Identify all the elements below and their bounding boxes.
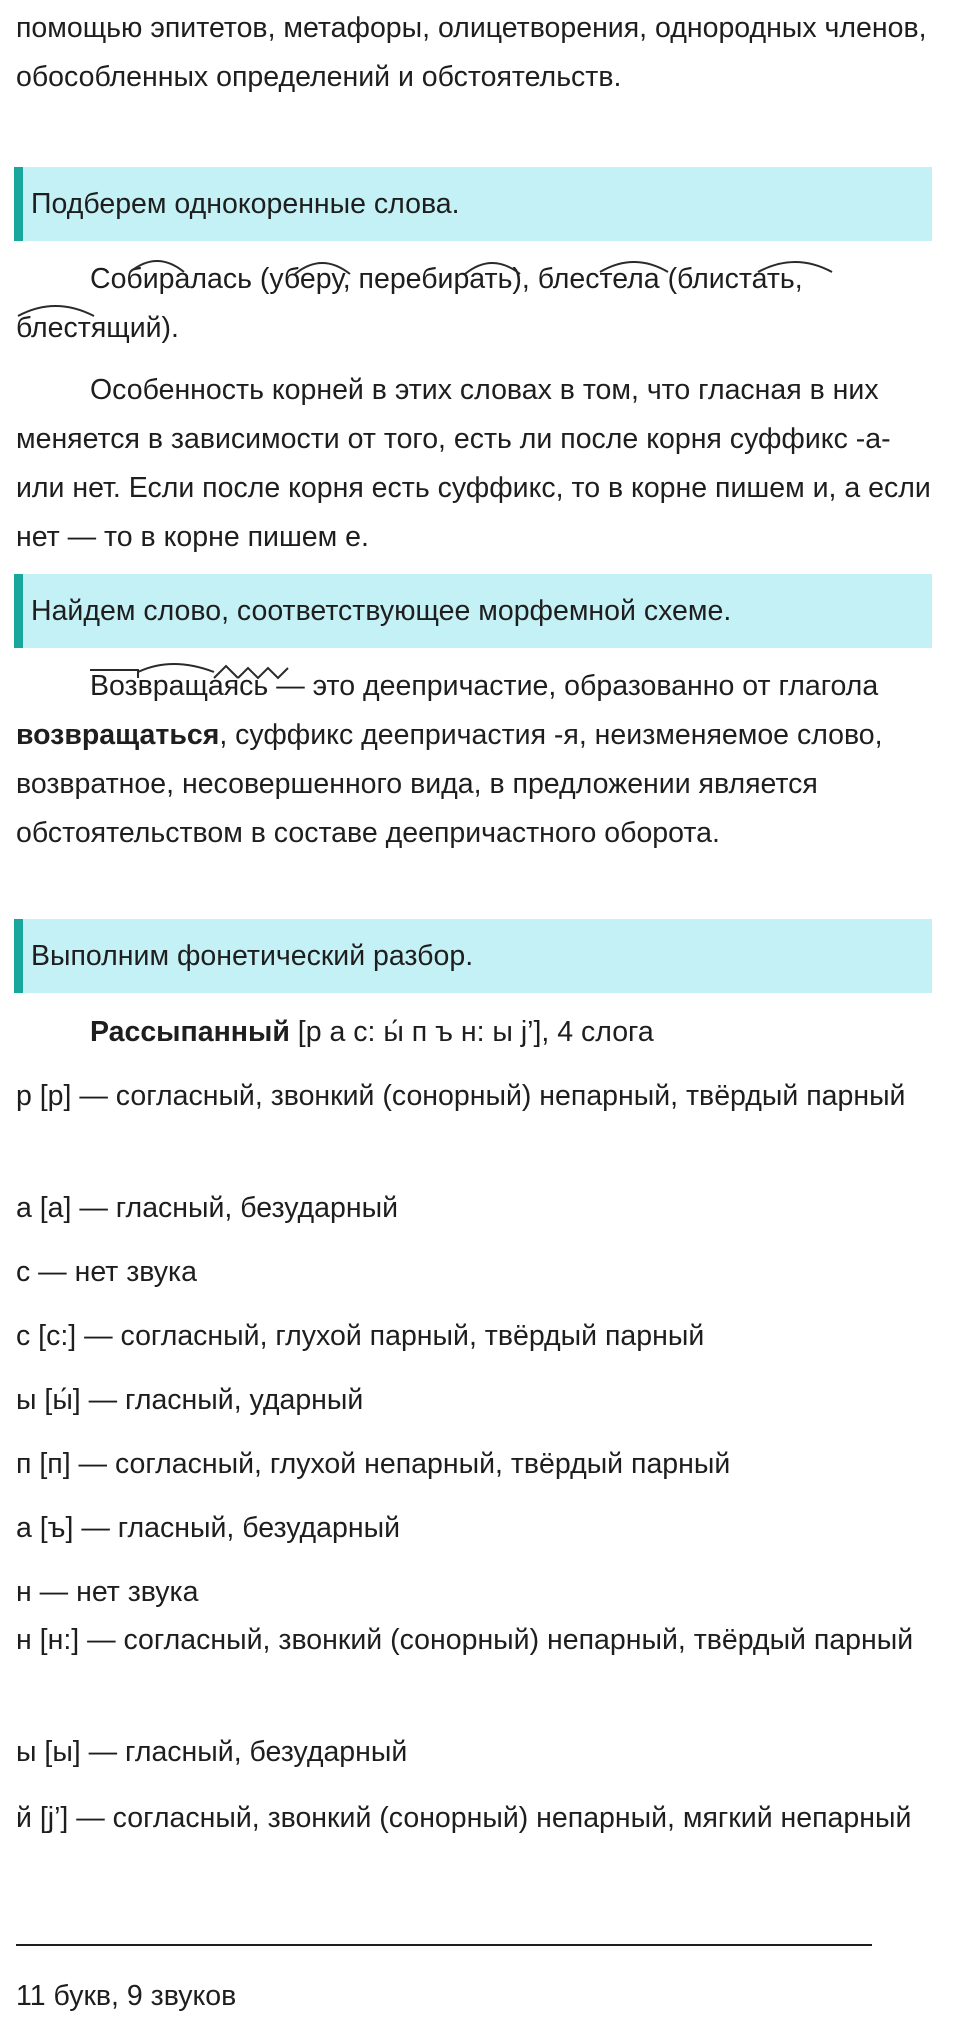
sound-line: п [п] — согласный, глухой непарный, твёрдый парный [16,1448,731,1480]
sound-line: н [н:] — согласный, звонкий (сонорный) непарный, твёрдый парный [16,1624,914,1656]
section-title: Подберем однокоренные слова. [31,188,460,220]
explanation-paragraph: Особенность корней в этих словах в том, что гласная в них меняется в зависимости от того, есть ли после корня суффикс -а- или нет. Если после корня есть суффикс, то в корне пишем и, а если нет — то в корне пишем е. [16,374,931,553]
sound-line: с [с:] — согласный, глухой парный, твёрдый парный [16,1320,705,1352]
section-title: Найдем слово, соответствующее морфемной схеме. [31,595,732,627]
sound-line: н — нет звука [16,1576,199,1608]
morpheme-text-rest: , суффикс деепричастия -я, неизменяемое слово, возвратное, несовершенного вида, в предложении является обстоятельством в составе деепричастного оборота. [16,719,883,849]
sound-line: й [j’] — согласный, звонкий (сонорный) непарный, мягкий непарный [16,1802,912,1834]
roots-paragraph: Собиралась (уберу, перебирать), блестела (блистать, блестящий). [16,263,803,344]
intro-paragraph: помощью эпитетов, метафоры, олицетворения, однородных членов, обособленных определений и обстоятельств. [16,12,927,93]
section-banner-roots [14,167,932,241]
sound-line: с — нет звука [16,1256,197,1288]
section-banner-morpheme [14,574,932,648]
phonetic-heading [90,1010,654,1054]
divider [16,1944,872,1946]
morpheme-verb: возвращаться [16,719,220,751]
section-banner-phonetic [14,919,932,993]
morpheme-word: Возвращаясь [90,670,269,702]
phonetic-transcription: [р а с: ы́ п ъ н: ы j’], 4 слога [289,1016,654,1048]
sound-line: ы [ы] — гласный, безударный [16,1736,408,1768]
sound-line: а [ъ] — гласный, безударный [16,1512,400,1544]
phonetic-word: Рассыпанный [90,1016,290,1048]
summary-text: 11 букв, 9 звуков [16,1980,237,2012]
section-title: Выполним фонетический разбор. [31,940,474,972]
sound-line: р [р] — согласный, звонкий (сонорный) непарный, твёрдый парный [16,1080,906,1112]
sound-line: а [а] — гласный, безударный [16,1192,399,1224]
morpheme-text: — это деепричастие, образованно от глагола [268,670,879,702]
sound-line: ы [ы́] — гласный, ударный [16,1384,364,1416]
morpheme-paragraph [16,662,944,858]
